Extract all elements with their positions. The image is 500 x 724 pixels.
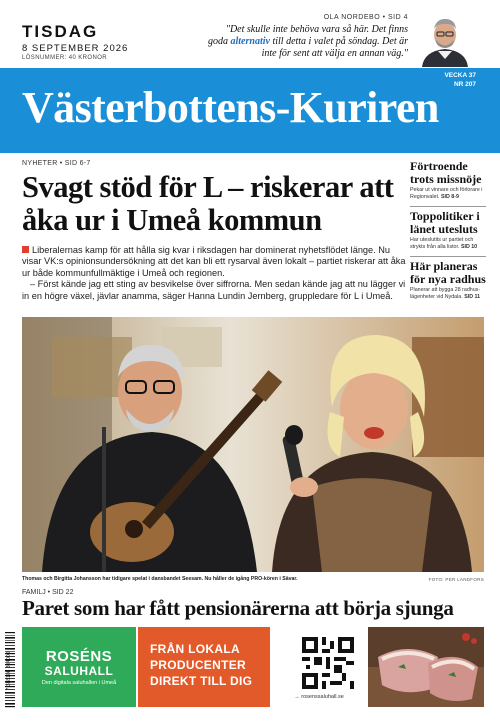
columnist-portrait [414,13,476,67]
newspaper-title[interactable]: Västerbottens-Kuriren [22,83,439,132]
photo-caption: Thomas och Birgitta Johansson har tidigare spelat i dansbandet Seesam. Nu håller de igång PRO-kören i Sävar. [22,576,298,582]
second-story-kicker: FAMILJ • SID 22 [22,589,74,596]
second-headline[interactable]: Paret som har fått pensionärerna att börja sjunga [22,596,454,620]
photo-credit: FOTO: PER LANDFORS [428,577,484,582]
issue-number: NR 207 [453,81,476,88]
side-item-title: Förtroende trots missnöje [410,159,482,186]
side-item-page: SID 11 [464,294,481,300]
main-headline[interactable]: Svagt stöd för L – riskerar att åka ur i Umeå kommun [22,170,394,237]
ad-slogan [150,641,252,689]
masthead [0,68,500,153]
barcode-number: 7 388108 304000 [6,651,12,691]
ad-brand-line2: SALUHALL [44,664,114,678]
week-number [444,71,476,89]
quote-source: OLA NORDEBO • SID 4 [323,14,408,21]
qr-code-icon[interactable] [302,637,354,689]
ad-slogan-line: DIREKT TILL DIG [150,674,253,688]
quote-highlight: alternativ [230,36,270,47]
weekday: TISDAG [22,22,99,41]
bullet-square-icon [22,246,29,253]
main-photo[interactable] [22,317,484,572]
ad-slogan-line: FRÅN LOKALA [150,642,240,656]
advertisement[interactable] [22,627,484,707]
side-item-title: Här planeras för nya radhus [410,259,486,286]
side-column [410,160,486,306]
side-item-text: Planerar att bygga 28 radhus-lägenheter vid Nydala. SID 11 [410,287,481,300]
side-item-page: SID 10 [460,244,478,250]
lead-paragraph-1: Liberalernas kamp för att hålla sig kvar i riksdagen har dominerat nyhetsflödet länge. Nu visar VK:s opinionsundersökning att det kan bli ett rysarval även lokalt – partiet riskerar att åka ur både kommunfullmäktige i Umeå och regionen. [22,245,406,278]
header-strip [0,0,500,68]
side-item[interactable] [410,206,486,251]
issue-price: LÖSNUMMER: 40 KRONOR [22,55,108,61]
quote-text-2: till detta i valet på söndag. Det är inte för sent att välja en annan väg." [261,36,408,59]
side-item-title: Toppolitiker i länet utesluts [410,209,480,236]
side-item-text: Har uteslutits ur partiet och strykts från alla listor. SID 10 [410,237,478,250]
ad-slogan-line: PRODUCENTER [150,658,246,672]
ad-brand-panel [22,627,136,707]
ad-url[interactable]: → rosenssaluhall.se [294,694,344,700]
quote-text-1: "Det skulle inte behöva vara så här. Det finns goda [208,24,408,47]
side-item[interactable] [410,160,486,201]
side-item-page: SID 8-9 [440,194,459,200]
ad-qr-panel[interactable] [272,627,366,707]
ad-meat-image [368,627,484,707]
main-story-lead [22,245,406,302]
lead-paragraph-2: – Först kände jag ett sting av besvikelse över siffrorna. Men sedan kände jag att nu lägger vi in en högre växel, jävlar anamma, säger Hanna Lundin Jernberg, gruppledare för L i Umeå. [22,279,406,301]
side-item[interactable] [410,256,486,301]
ad-brand-line1: ROSÉNS [45,648,113,665]
ad-brand-sub: Den digitala saluhallen i Umeå [41,680,117,686]
header-quote[interactable] [208,24,408,60]
issue-date: 8 SEPTEMBER 2026 [22,43,129,54]
main-story-kicker: NYHETER • SID 6-7 [22,160,91,167]
ad-slogan-panel [138,627,270,707]
side-item-text: Pekar ut vinnare och förlorare i Regionvalet. SID 8-9 [410,187,483,200]
week-label: VECKA 37 [444,72,476,79]
